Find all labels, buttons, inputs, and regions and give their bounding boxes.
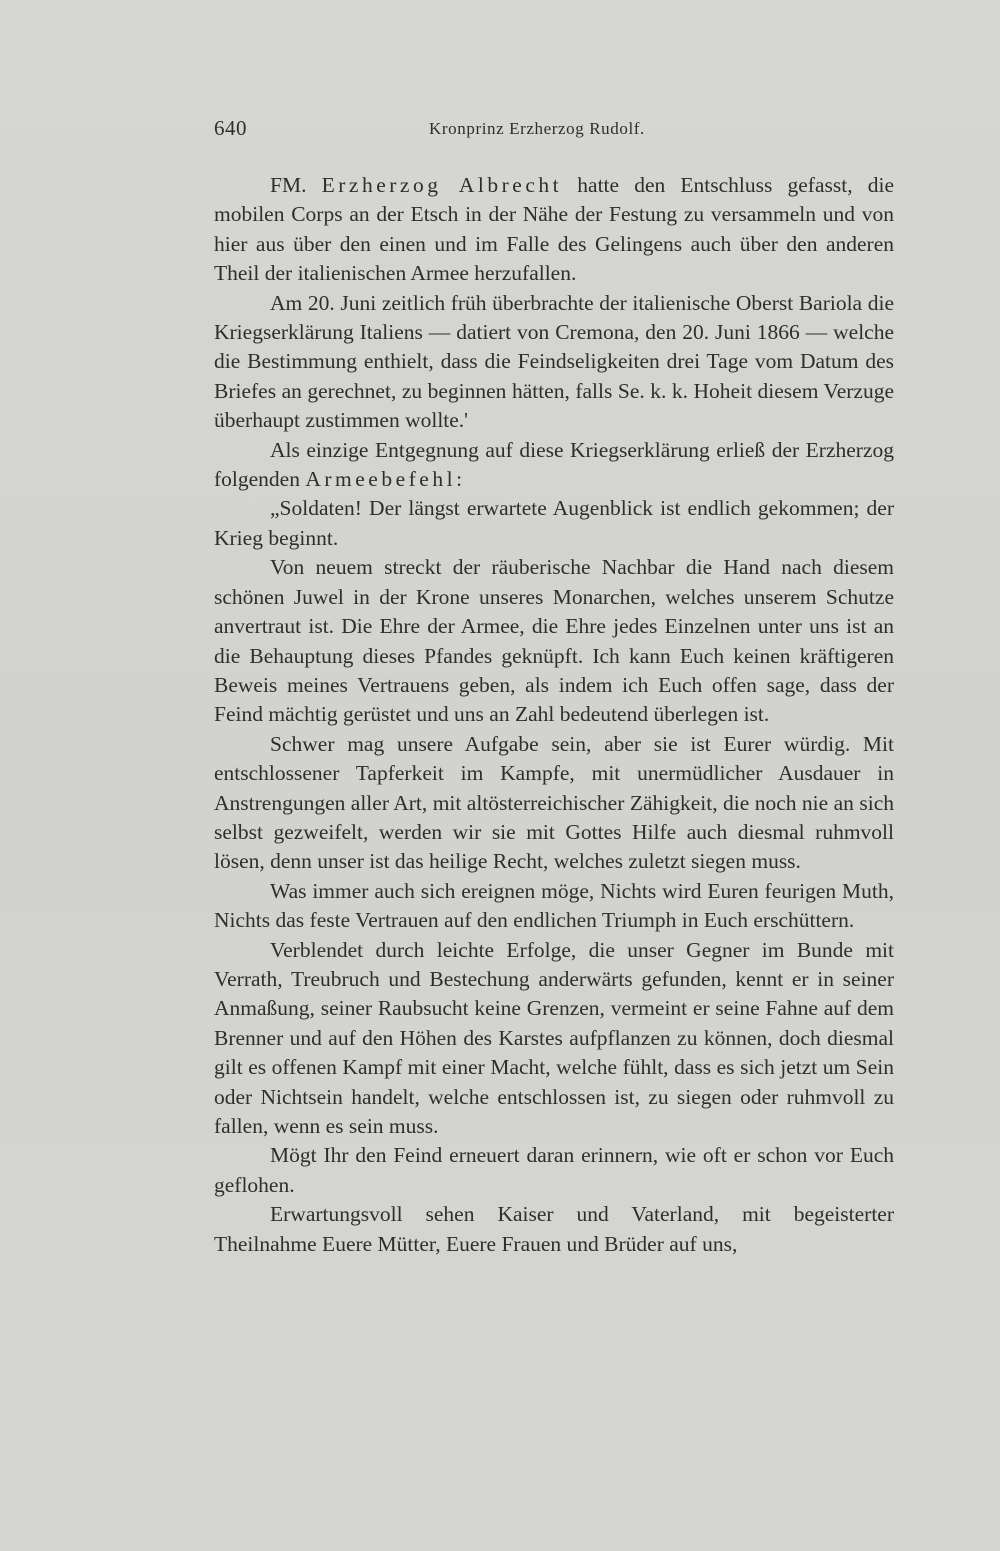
paragraph: Als einzige Entgegnung auf diese Kriegserklärung erließ der Erzherzog folgenden Armeebefehl: — [214, 437, 894, 492]
paragraph: Am 20. Juni zeitlich früh überbrachte der italienische Oberst Bariola die Kriegserklärung Italiens — datiert von Cremona, den 20. Juni 1866 — welche die Bestimmung enthielt, dass die Feindseligkeiten drei Tage vom Datum des Briefes an gerechnet, zu beginnen hätten, falls Se. k. k. Hoheit diesem Verzuge überhaupt zustimmen wollte.' — [214, 290, 894, 433]
paragraph: Von neuem streckt der räuberische Nachbar die Hand nach diesem schönen Juwel in der Krone unseres Monarchen, welches unserem Schutze anvertraut ist. Die Ehre der Armee, die Ehre jedes Einzelnen unter uns ist an die Behauptung dieses Pfandes geknüpft. Ich kann Euch keinen kräftigeren Beweis meines Vertrauens geben, als indem ich Euch offen sage, dass der Feind mächtig gerüstet und uns an Zahl bedeutend überlegen ist. — [214, 555, 894, 727]
paragraph: Mögt Ihr den Feind erneuert daran erinnern, wie oft er schon vor Euch geflohen. — [214, 1143, 894, 1197]
spaced-heading: Armeebefehl — [305, 467, 457, 492]
paragraph: Schwer mag unsere Aufgabe sein, aber sie ist Eurer würdig. Mit entschlossener Tapferkeit im Kampfe, mit unermüdlicher Ausdauer in Anstrengungen aller Art, mit altösterreichischer Zähigkeit, die noch nie an sich selbst gezweifelt, werden wir sie mit Gottes Hilfe auch diesmal ruhmvoll lösen, denn unser ist das heilige Recht, welches zuletzt siegen muss. — [214, 731, 894, 874]
paragraph: „Soldaten! Der längst erwartete Augenblick ist endlich gekommen; der Krieg beginnt. — [214, 496, 894, 550]
page-header — [214, 116, 894, 146]
paragraph: FM. Erzherzog Albrecht hatte den Entschluss gefasst, die mobilen Corps an der Etsch in der Nähe der Festung zu versammeln und von hier aus über den einen und im Falle des Gelingens auch über den anderen Theil der italienischen Armee herzufallen. — [214, 173, 894, 286]
spaced-name: Erzherzog Albrecht — [321, 173, 563, 197]
paragraph: Was immer auch sich ereignen möge, Nichts wird Euren feurigen Muth, Nichts das feste Vertrauen auf den endlichen Triumph in Euch erschüttern. — [214, 878, 894, 933]
running-title: Kronprinz Erzherzog Rudolf. — [429, 119, 645, 138]
body-text — [214, 171, 894, 1259]
page-number: 640 — [214, 116, 247, 140]
paragraph: Erwartungsvoll sehen Kaiser und Vaterland, mit begeisterter Theilnahme Euere Mütter, Euere Frauen und Brüder auf uns, — [214, 1202, 894, 1256]
paragraph: Verblendet durch leichte Erfolge, die unser Gegner im Bunde mit Verrath, Treubruch und Bestechung anderwärts gefunden, kennt er in seiner Anmaßung, seiner Raubsucht keine Grenzen, vermeint er seine Fahne auf dem Brenner und auf den Höhen des Karstes aufpflanzen zu können, doch diesmal gilt es offenen Kampf mit einer Macht, welche fühlt, dass es sich jetzt um Sein oder Nichtsein handelt, welche entschlossen ist, zu siegen oder ruhmvoll zu fallen, wenn es sein muss. — [214, 937, 894, 1138]
